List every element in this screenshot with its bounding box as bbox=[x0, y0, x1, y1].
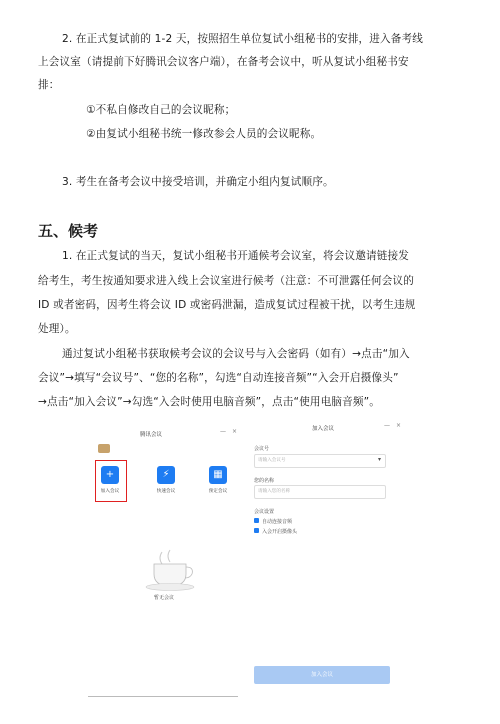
camera-label: 入会开启摄像头 bbox=[262, 529, 298, 535]
meeting-app-screenshot bbox=[88, 418, 410, 690]
meeting-id-input[interactable] bbox=[254, 454, 386, 468]
schedule-meeting-tile[interactable]: ▦ bbox=[209, 466, 227, 484]
empty-meetings-label: 暂无会议 bbox=[154, 595, 175, 601]
paragraph-line: 会议”→填写“会议号”、“您的名称”，勾选“自动连接音频”“入会开启摄像头” bbox=[38, 372, 399, 384]
tile-label: 预定会议 bbox=[208, 489, 228, 494]
paragraph-line: 通过复试小组秘书获取候考会议的会议号与入会密码（如有）→点击“加入 bbox=[62, 348, 410, 360]
list-item: ②由复试小组秘书统一修改参会人员的会议昵称。 bbox=[86, 128, 322, 140]
join-meeting-window bbox=[244, 418, 410, 690]
placeholder: 请输入会议号 bbox=[258, 458, 286, 463]
settings-label: 会议设置 bbox=[254, 509, 275, 515]
meeting-id-label: 会议号 bbox=[254, 446, 270, 452]
quick-meeting-tile[interactable]: ⚡ bbox=[157, 466, 175, 484]
paragraph-line: 2. 在正式复试前的 1-2 天，按照招生单位复试小组秘书的安排，进入备考线 bbox=[62, 33, 424, 45]
minimize-icon[interactable]: — bbox=[220, 428, 226, 435]
paragraph-line: 上会议室（请提前下好腾讯会议客户端），在备考会议中，听从复试小组秘书安 bbox=[38, 56, 409, 68]
close-icon[interactable]: × bbox=[396, 422, 402, 429]
minimize-icon[interactable]: — bbox=[384, 422, 390, 429]
window-title: 加入会议 bbox=[312, 426, 335, 432]
paragraph-line: →点击“加入会议”→勾选“入会时使用电脑音频”，点击“使用电脑音频”。 bbox=[38, 396, 380, 408]
join-meeting-button[interactable]: 加入会议 bbox=[254, 666, 390, 684]
tile-label: 加入会议 bbox=[100, 489, 120, 494]
name-input[interactable] bbox=[254, 485, 386, 499]
list-item: ①不私自修改自己的会议昵称； bbox=[86, 104, 236, 116]
paragraph-line: 排： bbox=[38, 79, 60, 91]
meeting-home-window bbox=[88, 418, 244, 690]
placeholder: 请输入您的名称 bbox=[258, 489, 291, 494]
auto-audio-checkbox[interactable] bbox=[254, 518, 259, 523]
paragraph-line: 3. 考生在备考会议中接受培训，并确定小组内复试顺序。 bbox=[62, 176, 334, 188]
tile-label: 快速会议 bbox=[156, 489, 176, 494]
auto-audio-label: 自动连接音频 bbox=[262, 519, 293, 525]
paragraph-line: 处理）。 bbox=[38, 323, 76, 335]
name-label: 您的名称 bbox=[254, 478, 275, 484]
window-title: 腾讯会议 bbox=[140, 432, 163, 438]
chevron-down-icon[interactable]: ▾ bbox=[377, 456, 381, 463]
join-meeting-tile[interactable]: + bbox=[101, 466, 119, 484]
paragraph-line: 1. 在正式复试的当天，复试小组秘书开通候考会议室，将会议邀请链接发 bbox=[62, 250, 409, 262]
paragraph-line: 给考生，考生按通知要求进入线上会议室进行候考（注意：不可泄露任何会议的 bbox=[38, 275, 415, 287]
section-heading: 五、候考 bbox=[38, 222, 99, 240]
avatar bbox=[98, 444, 110, 453]
camera-checkbox[interactable] bbox=[254, 528, 259, 533]
footnote-divider bbox=[88, 696, 238, 697]
paragraph-line: ID 或者密码，因考生将会议 ID 或密码泄漏，造成复试过程被干扰，以考生违规 bbox=[38, 299, 416, 311]
close-icon[interactable]: × bbox=[232, 428, 238, 435]
coffee-cup-icon bbox=[140, 546, 200, 592]
